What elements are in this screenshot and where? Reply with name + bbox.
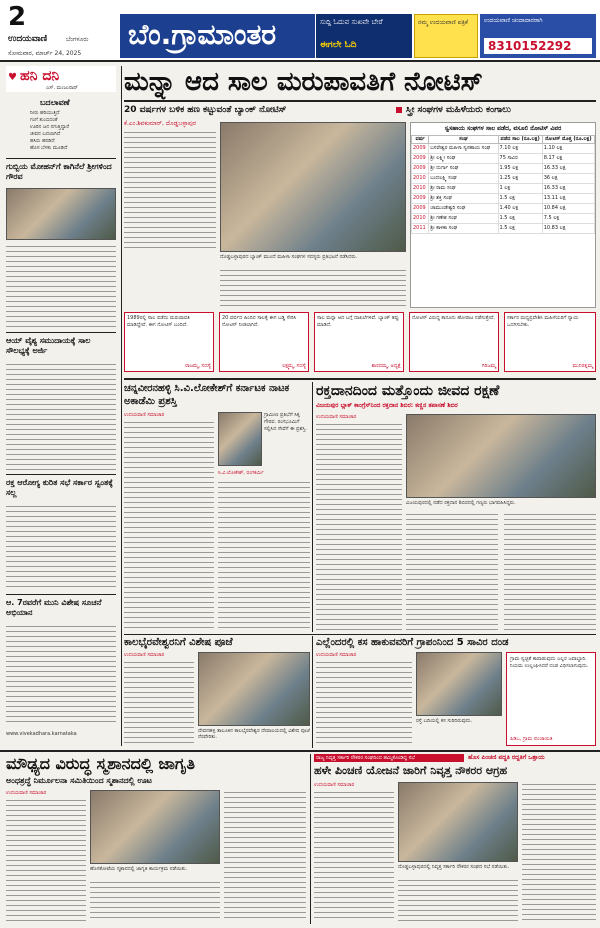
sidebar-story2-text: [6, 362, 116, 470]
quote-box: [219, 312, 309, 372]
quote-box: [409, 312, 499, 372]
story-blood: [316, 382, 596, 632]
sidebar-story1-text: [6, 244, 116, 328]
divider: [6, 332, 116, 333]
story-garbage: [316, 636, 596, 748]
table-row: [412, 204, 595, 214]
sidebar-story1-headline: ಗುಬ್ಬಿಯ ಮೋಹನ್‌ಗೆ ಕಾಗಿನೆಲೆ ಶ್ರೀಗಳಿಂದ ಗೌರವ: [6, 162, 112, 181]
divider: [124, 634, 596, 635]
ad-text-2: ಈಗಲೇ ಓದಿ: [320, 40, 357, 50]
phone-box: [484, 38, 592, 54]
divider: [6, 594, 116, 595]
page-number: 2: [8, 2, 27, 32]
story-puja-headline: ಕಾಲಭೈರವೇಶ್ವರನಿಗೆ ವಿಶೇಷ ಪೂಜೆ: [124, 637, 233, 648]
column-divider: [312, 382, 313, 632]
poem-title: ಬದಲಾವಣೆ: [40, 98, 70, 107]
poem-line: ಊರಿನ ಜನ ನಗುತ್ತಿದ್ದಾರೆ: [30, 124, 70, 130]
story-garbage-quote-box: [506, 652, 596, 746]
table-cell: 2009: [412, 144, 429, 154]
sidebar-story3-headline: ರಕ್ತ ಆರೋಗ್ಯ ಕುರಿತ ಸಭೆ ಸರ್ಕಾರ ಸ್ವಂತಕ್ಕೆ ಸಲ್ಲ: [6, 478, 113, 497]
poem-line: ನೀರು ಹರಿಯುತ್ತಿದೆ: [30, 110, 60, 116]
story-belief-text2: [90, 880, 220, 922]
story-belief-caption: ಹೊಸಕೋಟೆಯ ಸ್ಮಶಾನದಲ್ಲಿ ಜಾಗೃತಿ ಕಾರ್ಯಕ್ರಮ ನಡೆಯಿತು.: [90, 866, 188, 872]
masthead: [0, 0, 600, 62]
table-cell: 1.40 ಲಕ್ಷ: [498, 204, 542, 214]
poem-lines: [30, 110, 110, 152]
table-cell: 2011: [412, 224, 429, 234]
story-pension: [314, 754, 596, 924]
table-cell: 1.95 ಲಕ್ಷ: [498, 164, 542, 174]
sidebar-logo: ಹನಿ ದನಿ: [20, 68, 60, 84]
table-cell: 2010: [412, 214, 429, 224]
table-cell: 10.83 ಲಕ್ಷ: [542, 224, 594, 234]
quote-name: ರಾಜಮ್ಮ, ಸದಸ್ಯೆ: [185, 363, 211, 369]
quote-box: [504, 312, 596, 372]
story-pension-kicker2: ಹೊಸ ಪಿಂಚಣಿ ಪದ್ಧತಿ ರದ್ದತಿಗೆ ಒತ್ತಾಯ: [468, 754, 545, 761]
sidebar-story4-headline: ಆ. 7ರವರೆಗೆ ಮುನಿ ವಿಶೇಷ ಸೂಚನೆ ಅಭಿಯಾನ: [6, 598, 102, 617]
column-divider: [121, 66, 122, 746]
story-pension-headline: ಹಳೇ ಪಿಂಚಣಿ ಯೋಜನೆ ಜಾರಿಗೆ ನಿವೃತ್ತ ನೌಕರರ ಆಗ್ರಹ: [314, 764, 508, 777]
lead-headline: ಮನ್ನಾ ಆದ ಸಾಲ ಮರುಪಾವತಿಗೆ ನೋಟಿಸ್: [124, 67, 483, 97]
table-cell: 1.5 ಲಕ್ಷ: [498, 224, 542, 234]
table-cell: 2009: [412, 154, 429, 164]
divider: [6, 474, 116, 475]
story-lokesh-quote-name: ಸಿ.ವಿ.ಲೋಕೇಶ್, ರಂಗಕರ್ಮಿ: [218, 470, 264, 476]
divider: [6, 158, 116, 159]
table-cell: 1.25 ಲಕ್ಷ: [498, 174, 542, 184]
story-belief-headline: ಮೌಢ್ಯದ ವಿರುದ್ಧ ಸ್ಮಶಾನದಲ್ಲಿ ಜಾಗೃತಿ: [6, 754, 195, 773]
quote-text: ಸಾಲ ಮನ್ನಾ ಆದ ಬಗ್ಗೆ ದಾಖಲೆಗಳಿವೆ. ಬ್ಯಾಂಕ್ ತಪ್ಪು ಮಾಡಿದೆ.: [317, 315, 399, 328]
sidebar-story3-text: [6, 504, 116, 590]
story-pension-text1: [314, 790, 394, 922]
quote-name: ಗಿರಿಜಮ್ಮ: [481, 363, 496, 369]
quote-name: ಶಾರದಮ್ಮ, ಅಧ್ಯಕ್ಷೆ: [371, 363, 401, 369]
table-cell: 10.84 ಲಕ್ಷ: [542, 204, 594, 214]
story-lokesh-photo: [218, 412, 262, 466]
divider: [0, 750, 600, 752]
ad-text-4: ಉದಯವಾಣಿ ಚಂದಾದಾರರಾಗಿ: [484, 17, 543, 24]
table-cell: 7.5 ಲಕ್ಷ: [542, 214, 594, 224]
ad-text-1: ಸುದ್ದಿ ಓದುವ ಸುಖವೇ ಬೇರೆ: [320, 18, 383, 26]
quote-box: [314, 312, 404, 372]
section-title-bar: [120, 14, 315, 58]
table-cell: ಚಾಮುಂಡೇಶ್ವರಿ ಸಂಘ: [429, 204, 498, 214]
table-row: [412, 174, 595, 184]
story-pension-text2: [398, 878, 518, 922]
poem-line: ಹಸಿರು ಹರಡಿದೆ: [30, 138, 55, 144]
table-cell: 2010: [412, 174, 429, 184]
quote-box: [124, 312, 214, 372]
story-puja-caption: ದೇವನಹಳ್ಳಿ ತಾಲೂಕಿನ ಕಾಲಭೈರವೇಶ್ವರ ದೇವಾಲಯದಲ್ಲಿ ವಿಶೇಷ ಪೂಜೆ ನೆರವೇರಿತು.: [198, 728, 310, 740]
story-garbage-headline: ಎಲ್ಲೆಂದರಲ್ಲಿ ಕಸ ಹಾಕುವವರಿಗೆ ಗ್ರಾಪಂನಿಂದ 5 ಸಾವಿರ ದಂಡ: [316, 637, 509, 648]
story-belief-text3: [224, 790, 306, 922]
table-cell: ಶ್ರೀ ರಾಮ ಸಂಘ: [429, 184, 498, 194]
lead-text-col1: [124, 130, 216, 252]
story-belief-byline: ಉದಯವಾಣಿ ಸಮಾಚಾರ: [6, 790, 47, 796]
story-garbage-byline: ಉದಯವಾಣಿ ಸಮಾಚಾರ: [316, 652, 357, 658]
table-cell: 36 ಲಕ್ಷ: [542, 174, 594, 184]
story-garbage-quote-name: ಪಿಡಿಒ, ಗ್ರಾಮ ಪಂಚಾಯಿತಿ: [510, 736, 553, 742]
table-cell: ಶ್ರೀ ಲಕ್ಷ್ಮೀ ಸಂಘ: [429, 154, 498, 164]
table-cell: 1.10 ಲಕ್ಷ: [542, 144, 594, 154]
poem-line: ಹೊಸ ಬೆಳಕು ಮೂಡಿದೆ: [30, 145, 68, 151]
table-row: [412, 224, 595, 234]
ad-text-3: ನಮ್ಮ ಉದಯವಾಣಿ ಪತ್ರಿಕೆ: [418, 19, 468, 26]
table-header: ನೋಟಿಸ್ ಮೊತ್ತ (ರೂ.ಲಕ್ಷ): [542, 136, 594, 144]
story-puja-text: [124, 660, 194, 746]
column-divider: [312, 636, 313, 748]
table-cell: ಶ್ರೀ ಗಣೇಶ ಸಂಘ: [429, 214, 498, 224]
story-lokesh-text2: [218, 480, 310, 630]
lead-story: [124, 66, 596, 376]
table-cell: 1.5 ಲಕ್ಷ: [498, 194, 542, 204]
ad-banner-1: [316, 14, 412, 58]
heart-icon: ♥: [8, 72, 17, 83]
story-garbage-photo: [416, 652, 502, 716]
table-cell: 2010: [412, 184, 429, 194]
table-header-row: [412, 136, 595, 144]
phone-number: 8310152292: [488, 39, 572, 53]
quote-text: 20 ವರ್ಷದ ಹಿಂದಿನ ಸಾಲಕ್ಕೆ ಈಗ ಬಡ್ಡಿ ಸೇರಿಸಿ ನೋಟಿಸ್ ನೀಡಲಾಗಿದೆ.: [222, 315, 297, 328]
story-blood-headline: ರಕ್ತದಾನದಿಂದ ಮತ್ತೊಂದು ಜೀವದ ರಕ್ಷಣೆ: [316, 383, 500, 399]
table-cell: 2009: [412, 204, 429, 214]
lead-text-col2: [220, 268, 406, 308]
story-belief-sub: ಅಂಧಶ್ರದ್ಧೆ ನಿರ್ಮೂಲನಾ ಸಮಿತಿಯಿಂದ ಸ್ಮಶಾನದಲ್ಲಿ ಊಟ: [6, 776, 153, 785]
story-belief-photo: [90, 790, 220, 864]
story-pension-photo: [398, 782, 518, 862]
story-blood-text3: [504, 512, 596, 630]
table-row: [412, 164, 595, 174]
sidebar-story2-headline: ಆಯ್ ವೈಶ್ಯ ಸಮುದಾಯಕ್ಕೆ ಸಾಲ ಸೌಲಭ್ಯಕ್ಕೆ ಅರ್ಜಿ: [6, 336, 91, 355]
lead-photo-caption: ದೊಡ್ಡಬಳ್ಳಾಪುರದ ಬ್ಯಾಂಕ್ ಮುಂದೆ ಮಹಿಳಾ ಸಂಘಗಳ ಸದಸ್ಯರು ಪ್ರತಿಭಟನೆ ನಡೆಸಿದರು.: [220, 254, 358, 260]
story-blood-byline: ಉದಯವಾಣಿ ಸಮಾಚಾರ: [316, 414, 357, 420]
table-cell: 16.33 ಲಕ್ಷ: [542, 184, 594, 194]
table: [411, 135, 595, 234]
square-icon: [396, 107, 402, 113]
story-belief: [6, 754, 306, 924]
story-lokesh: [124, 382, 310, 632]
table-cell: 13.11 ಲಕ್ಷ: [542, 194, 594, 204]
sidebar: [0, 66, 120, 748]
story-lokesh-headline: ಚನ್ನವೀರನಹಳ್ಳಿ ಸಿ.ವಿ.ಲೋಕೇಶ್‌ಗೆ ಕರ್ನಾಟಕ ನಾಟಕ ಅಕಾಡೆಮಿ ಪ್ರಶಸ್ತಿ: [124, 383, 290, 407]
story-belief-text1: [6, 798, 86, 922]
table-cell: 75 ಸಾವಿರ: [498, 154, 542, 164]
story-blood-text2: [406, 512, 498, 630]
table-header: ವರ್ಷ: [412, 136, 429, 144]
story-lokesh-text1: [124, 420, 214, 630]
table-cell: ಶ್ರೀ ದುರ್ಗಾ ಸಂಘ: [429, 164, 498, 174]
sidebar-website: www.vivekadhara.karnataka: [6, 731, 77, 737]
sidebar-story1-photo: [6, 188, 116, 240]
story-pension-kicker: ರಾಜ್ಯ ನಿವೃತ್ತ ಸರ್ಕಾರಿ ನೌಕರರ ಸಂಘದಿಂದ ಹಮ್ಮಿಕೊಂಡಿದ್ದ ಸಭೆ: [314, 754, 464, 762]
story-pension-caption: ದೊಡ್ಡಬಳ್ಳಾಪುರದಲ್ಲಿ ನಿವೃತ್ತ ಸರ್ಕಾರಿ ನೌಕರರ ಸಂಘದ ಸಭೆ ನಡೆಯಿತು.: [398, 864, 510, 870]
story-puja-photo: [198, 652, 310, 726]
table-cell: 8.17 ಲಕ್ಷ: [542, 154, 594, 164]
section-title: ಬೆಂ.ಗ್ರಾಮಾಂತರ: [128, 18, 277, 51]
story-lokesh-quote: ಗ್ರಾಮೀಣ ಪ್ರತಿಭೆಗೆ ಸಿಕ್ಕ ಗೌರವ. ರಂಗಭೂಮಿಗೆ ಸಲ್ಲಿಸಿದ ಸೇವೆಗೆ ಈ ಪ್ರಶಸ್ತಿ.: [264, 412, 307, 432]
quote-text: 1989ರಲ್ಲಿ ಸಾಲ ಪಡೆದು ಮರುಪಾವತಿ ಮಾಡಿದ್ದೇವೆ. ಈಗ ನೋಟಿಸ್ ಬಂದಿದೆ.: [127, 315, 190, 328]
story-blood-photo: [406, 414, 596, 498]
story-lokesh-byline: ಉದಯವಾಣಿ ಸಮಾಚಾರ: [124, 412, 165, 418]
ad-banner-2: [414, 14, 478, 58]
ad-banner-3: [480, 14, 596, 58]
poem-line: ಜೀವನ ಬದಲಾಗಿದೆ: [30, 131, 61, 137]
lead-photo: [220, 122, 406, 252]
table-header: ಪಡೆದ ಸಾಲ (ರೂ.ಲಕ್ಷ): [498, 136, 542, 144]
table-cell: 1 ಲಕ್ಷ: [498, 184, 542, 194]
lead-byline: ಕೆ.ಎಂ.ಶಿವಕುಮಾರ್, ದೊಡ್ಡಬಳ್ಳಾಪುರ: [124, 120, 197, 127]
table-cell: 16.33 ಲಕ್ಷ: [542, 164, 594, 174]
edition: ಬೆಂಗಳೂರು: [66, 36, 89, 43]
story-blood-text1: [316, 422, 402, 630]
table-cell: ಬಸವೇಶ್ವರ ಮಹಿಳಾ ಸ್ವಸಹಾಯ ಸಂಘ: [429, 144, 498, 154]
story-garbage-text: [316, 660, 412, 746]
column-divider: [310, 754, 311, 924]
divider: [124, 100, 596, 102]
lead-sub-left: 20 ವರ್ಷಗಳ ಬಳಿಕ ಹಣ ಕಟ್ಟುವಂತೆ ಬ್ಯಾಂಕ್ ನೋಟಿಸ್: [124, 105, 287, 115]
loan-table: [410, 122, 596, 308]
story-blood-caption: ವಿಜಯಪುರದಲ್ಲಿ ನಡೆದ ರಕ್ತದಾನ ಶಿಬಿರದಲ್ಲಿ ಗಣ್ಯರು ಭಾಗವಹಿಸಿದ್ದರು.: [406, 500, 516, 506]
table-cell: 2009: [412, 194, 429, 204]
table-cell: 7.10 ಲಕ್ಷ: [498, 144, 542, 154]
table-row: [412, 214, 595, 224]
table-row: [412, 194, 595, 204]
sidebar-byline: ಎಸ್. ಮಂಜುನಾಥ್: [46, 85, 78, 91]
story-garbage-caption: ರಸ್ತೆ ಬದಿಯಲ್ಲಿ ಕಸ ಸುರಿದಿರುವುದು.: [416, 718, 473, 724]
story-blood-sub: ವಿಜಯಪುರ ಬ್ಲಾಕ್ ಕಾಂಗ್ರೆಸ್‌ನಿಂದ ರಕ್ತದಾನ ಶಿಬಿರ: ಕಣ್ಣಿನ ತಪಾಸಣೆ ಶಿಬಿರ: [316, 402, 458, 409]
story-pension-byline: ಉದಯವಾಣಿ ಸಮಾಚಾರ: [314, 782, 355, 788]
quote-text: ಸರ್ಕಾರ ಮಧ್ಯಪ್ರವೇಶಿಸಿ ಮಹಿಳೆಯರಿಗೆ ನ್ಯಾಯ ಒದಗಿಸಬೇಕು.: [507, 315, 579, 328]
table-header: ಸಂಘ: [429, 136, 498, 144]
poem-line: ಗಂಗೆ ತುಂಬಿದಂತೆ: [30, 117, 58, 123]
table-cell: 2009: [412, 164, 429, 174]
story-puja-byline: ಉದಯವಾಣಿ ಸಮಾಚಾರ: [124, 652, 165, 658]
table-cell: ಬಂದಲಕ್ಷ್ಮಿ ಸಂಘ: [429, 174, 498, 184]
sidebar-logo-bar: [6, 66, 116, 92]
lead-sub-right: ಸ್ತ್ರೀ ಸಂಘಗಳ ಮಹಿಳೆಯರು ಕಂಗಾಲು: [406, 105, 511, 115]
quote-text: ನೋಟಿಸ್ ವಿರುದ್ಧ ಕಾನೂನು ಹೋರಾಟ ನಡೆಸುತ್ತೇವೆ.: [412, 315, 496, 321]
table-cell: 1.5 ಲಕ್ಷ: [498, 214, 542, 224]
table-row: [412, 184, 595, 194]
paper-name: ಉದಯವಾಣಿ: [8, 34, 48, 44]
story-garbage-quote: ಗ್ರಾಮ ಸ್ವಚ್ಛತೆ ಕಾಪಾಡುವುದು ಎಲ್ಲರ ಜವಾಬ್ದಾರಿ. ನಿಯಮ ಉಲ್ಲಂಘಿಸಿದರೆ ದಂಡ ವಿಧಿಸಲಾಗುವುದು.: [510, 656, 589, 669]
story-pension-text3: [522, 782, 596, 922]
table-cell: ಶ್ರೀ ಶಕ್ತಿ ಸಂಘ: [429, 194, 498, 204]
sidebar-story4-text: [6, 624, 116, 724]
divider: [124, 378, 596, 380]
quotes-row: [124, 312, 596, 374]
quote-name: ಮುನಿರತ್ನಮ್ಮ: [572, 363, 593, 369]
date-line: ಸೋಮವಾರ, ಮಾರ್ಚ್ 24, 2025: [8, 50, 82, 57]
quote-name: ಲಕ್ಷ್ಮಮ್ಮ, ಸದಸ್ಯೆ: [282, 363, 306, 369]
table-row: [412, 144, 595, 154]
table-row: [412, 154, 595, 164]
table-title: ಸ್ವಸಹಾಯ ಸಂಘಗಳ ಸಾಲ ಪಡೆದ, ವಸೂಲಿ ನೋಟಿಸ್ ವಿವರ: [444, 125, 562, 132]
story-puja: [124, 636, 310, 748]
table-cell: ಶ್ರೀ ಕಾಳಿಕಾ ಸಂಘ: [429, 224, 498, 234]
